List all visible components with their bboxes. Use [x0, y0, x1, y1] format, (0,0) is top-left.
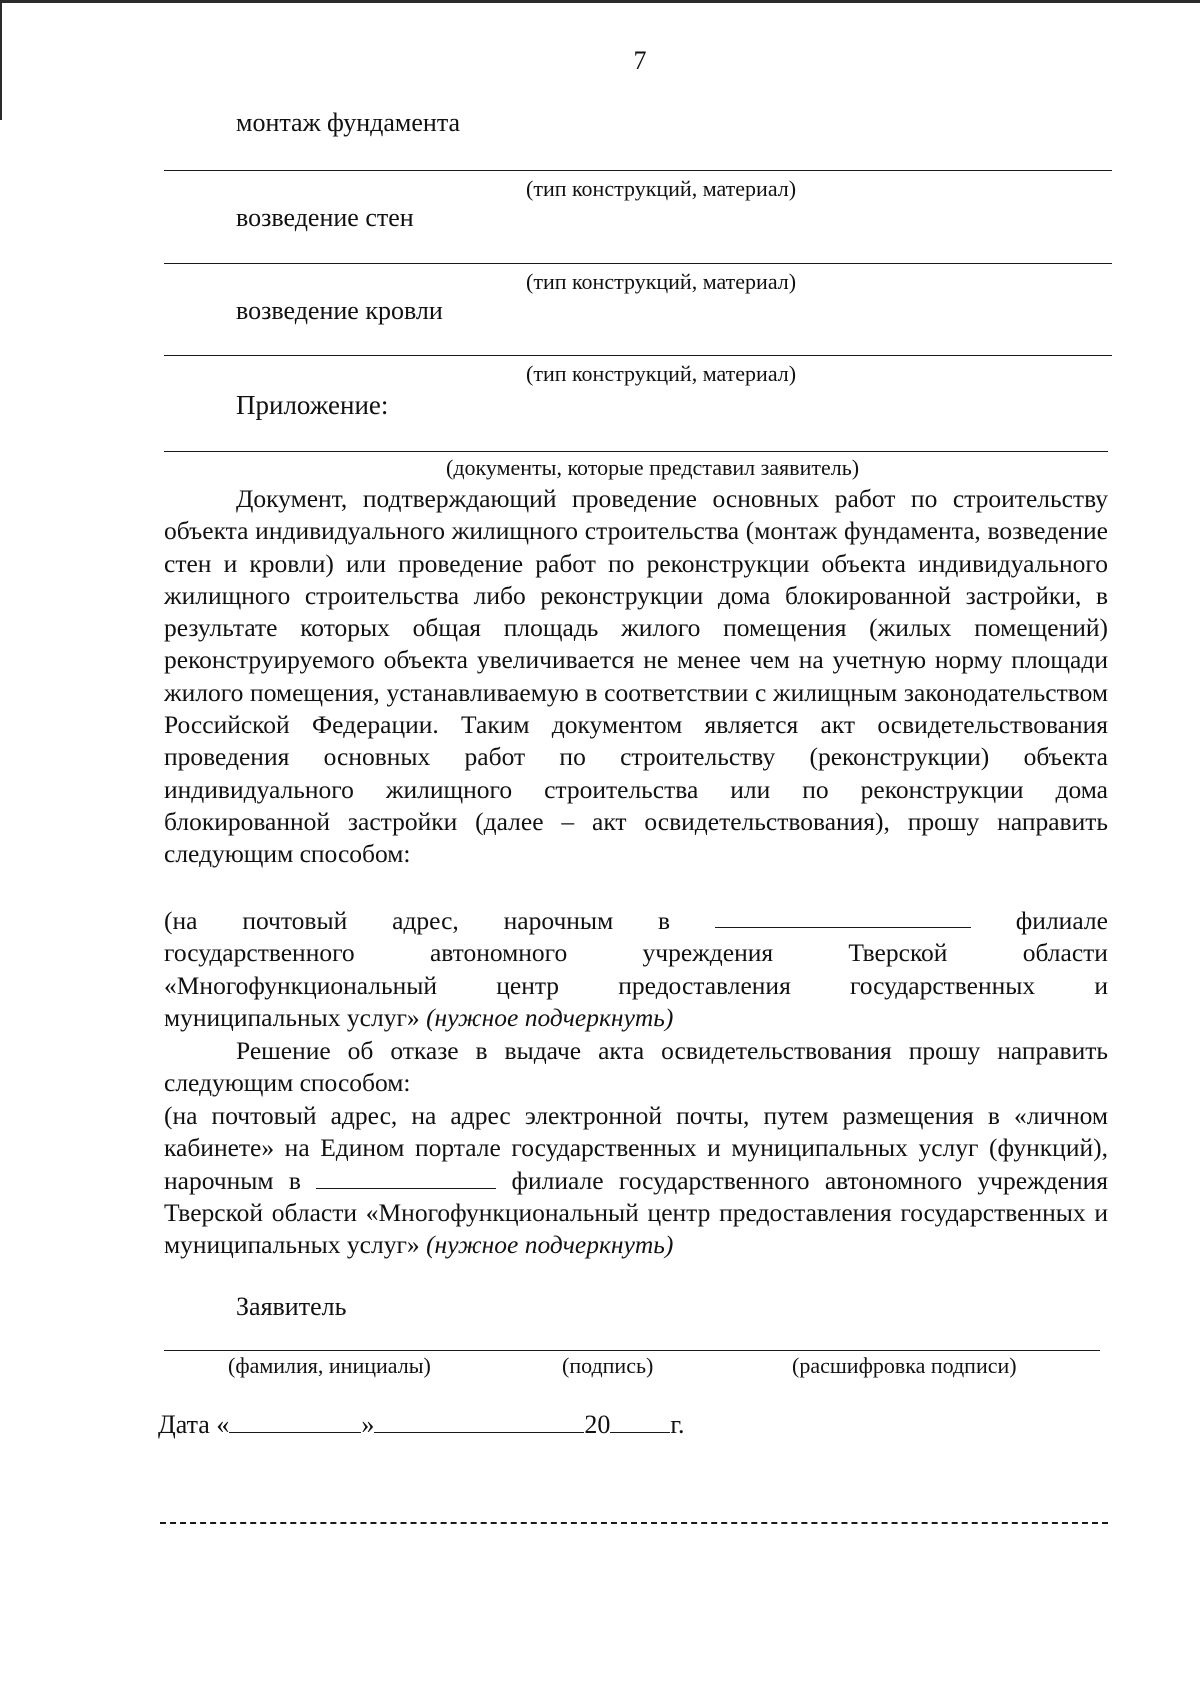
delivery-word: почтовый	[242, 906, 348, 935]
date-year-prefix: 20	[584, 1410, 611, 1439]
field-line-roof[interactable]	[164, 355, 1112, 356]
refusal-paragraph: Решение об отказе в выдаче акта освидетельствования прошу направить следующим способом:	[164, 1036, 1108, 1098]
date-row	[158, 1410, 685, 1440]
page-number: 7	[633, 46, 647, 75]
date-quote-close: »	[361, 1410, 375, 1439]
field-caption-walls: (тип конструкций, материал)	[526, 269, 797, 294]
applicant-label: Заявитель	[236, 1292, 347, 1321]
date-year-blank[interactable]	[610, 1410, 670, 1433]
field-line-walls[interactable]	[164, 263, 1112, 264]
delivery-word: «Многофункциональный	[164, 970, 438, 1000]
attachment-caption: (документы, которые представил заявитель)	[446, 455, 860, 480]
scan-border-top	[0, 0, 1200, 3]
field-label-walls: возведение стен	[236, 203, 414, 232]
delivery-word: учреждения	[642, 938, 774, 968]
delivery-block	[164, 905, 1108, 1034]
main-paragraph: Документ, подтверждающий проведение основных работ по строительству объекта индивидуального жилищного строительства (монтаж фундамента, возведение стен и кровли) или проведение работ по реконструкции объекта индивидуального жилищного строительства либо реконструкции дома блокированной застройки, в результате которых общая площадь жилого помещения (жилых помещений) реконструируемого объекта увеличивается не менее чем на учетную норму площади жилого помещения, устанавливаемую в соответствии с жилищным законодательством Российской Федерации. Таким документом является акт освидетельствования проведения основных работ по строительству (реконструкции) объекта индивидуального жилищного строительства или по реконструкции дома блокированной застройки (далее – акт освидетельствования), прошу направить следующим способом:	[164, 484, 1108, 869]
field-line-foundation[interactable]	[164, 170, 1112, 171]
delivery-word: и	[1094, 970, 1108, 1000]
date-label: Дата «	[158, 1410, 230, 1439]
delivery-word: государственных	[849, 970, 1036, 1000]
field-caption-roof: (тип конструкций, материал)	[526, 361, 797, 386]
delivery-word: предоставления	[618, 970, 791, 1000]
date-month-blank[interactable]	[374, 1410, 584, 1433]
delivery-line-2	[164, 937, 1108, 969]
date-year-suffix: г.	[670, 1410, 685, 1439]
delivery-line-1	[164, 905, 1108, 937]
cut-line	[160, 1522, 1108, 1524]
refusal-note: (нужное подчеркнуть)	[426, 1230, 674, 1260]
delivery-word: Тверской	[848, 938, 948, 968]
delivery-word: автономного	[429, 938, 568, 968]
refusal-options-text: (на почтовый адрес, на адрес электронной почты, путем размещения в «личном кабинете» на Едином портале государственных и муниципальных услуг (функций), нарочным в	[164, 1101, 1108, 1195]
delivery-word: (на	[164, 906, 198, 935]
refusal-branch-blank[interactable]	[316, 1166, 496, 1189]
delivery-word: в	[658, 906, 671, 935]
field-label-roof: возведение кровли	[236, 296, 443, 325]
scan-border-left	[0, 0, 2, 120]
field-caption-foundation: (тип конструкций, материал)	[526, 176, 797, 201]
applicant-caption-name: (фамилия, инициалы)	[228, 1353, 431, 1378]
delivery-word: нарочным	[503, 906, 614, 935]
field-label-foundation: монтаж фундамента	[236, 108, 461, 137]
applicant-caption-signature: (подпись)	[562, 1353, 654, 1378]
attachment-line[interactable]	[164, 451, 1108, 452]
delivery-word: адрес,	[392, 906, 459, 935]
branch-blank[interactable]	[715, 905, 971, 928]
delivery-word: государственного	[164, 938, 355, 968]
applicant-signature-line[interactable]	[164, 1350, 1100, 1351]
date-day-blank[interactable]	[229, 1410, 361, 1433]
delivery-word: филиале	[1015, 906, 1108, 935]
delivery-note: (нужное подчеркнуть)	[426, 1002, 674, 1032]
delivery-line-3	[164, 970, 1108, 1002]
delivery-word: области	[1022, 938, 1108, 968]
delivery-word: центр	[496, 970, 560, 1000]
refusal-options-text-after: филиале государственного автономного учреждения Тверской области «Многофункциональный центр предоставления государственных и муниципальных услуг»	[164, 1165, 1109, 1260]
delivery-services-text: муниципальных услуг»	[164, 1002, 420, 1032]
applicant-caption-decoding: (расшифровка подписи)	[792, 1353, 1017, 1378]
attachment-label: Приложение:	[236, 390, 389, 420]
refusal-options	[164, 1100, 1108, 1261]
delivery-line-4	[164, 1002, 1108, 1034]
